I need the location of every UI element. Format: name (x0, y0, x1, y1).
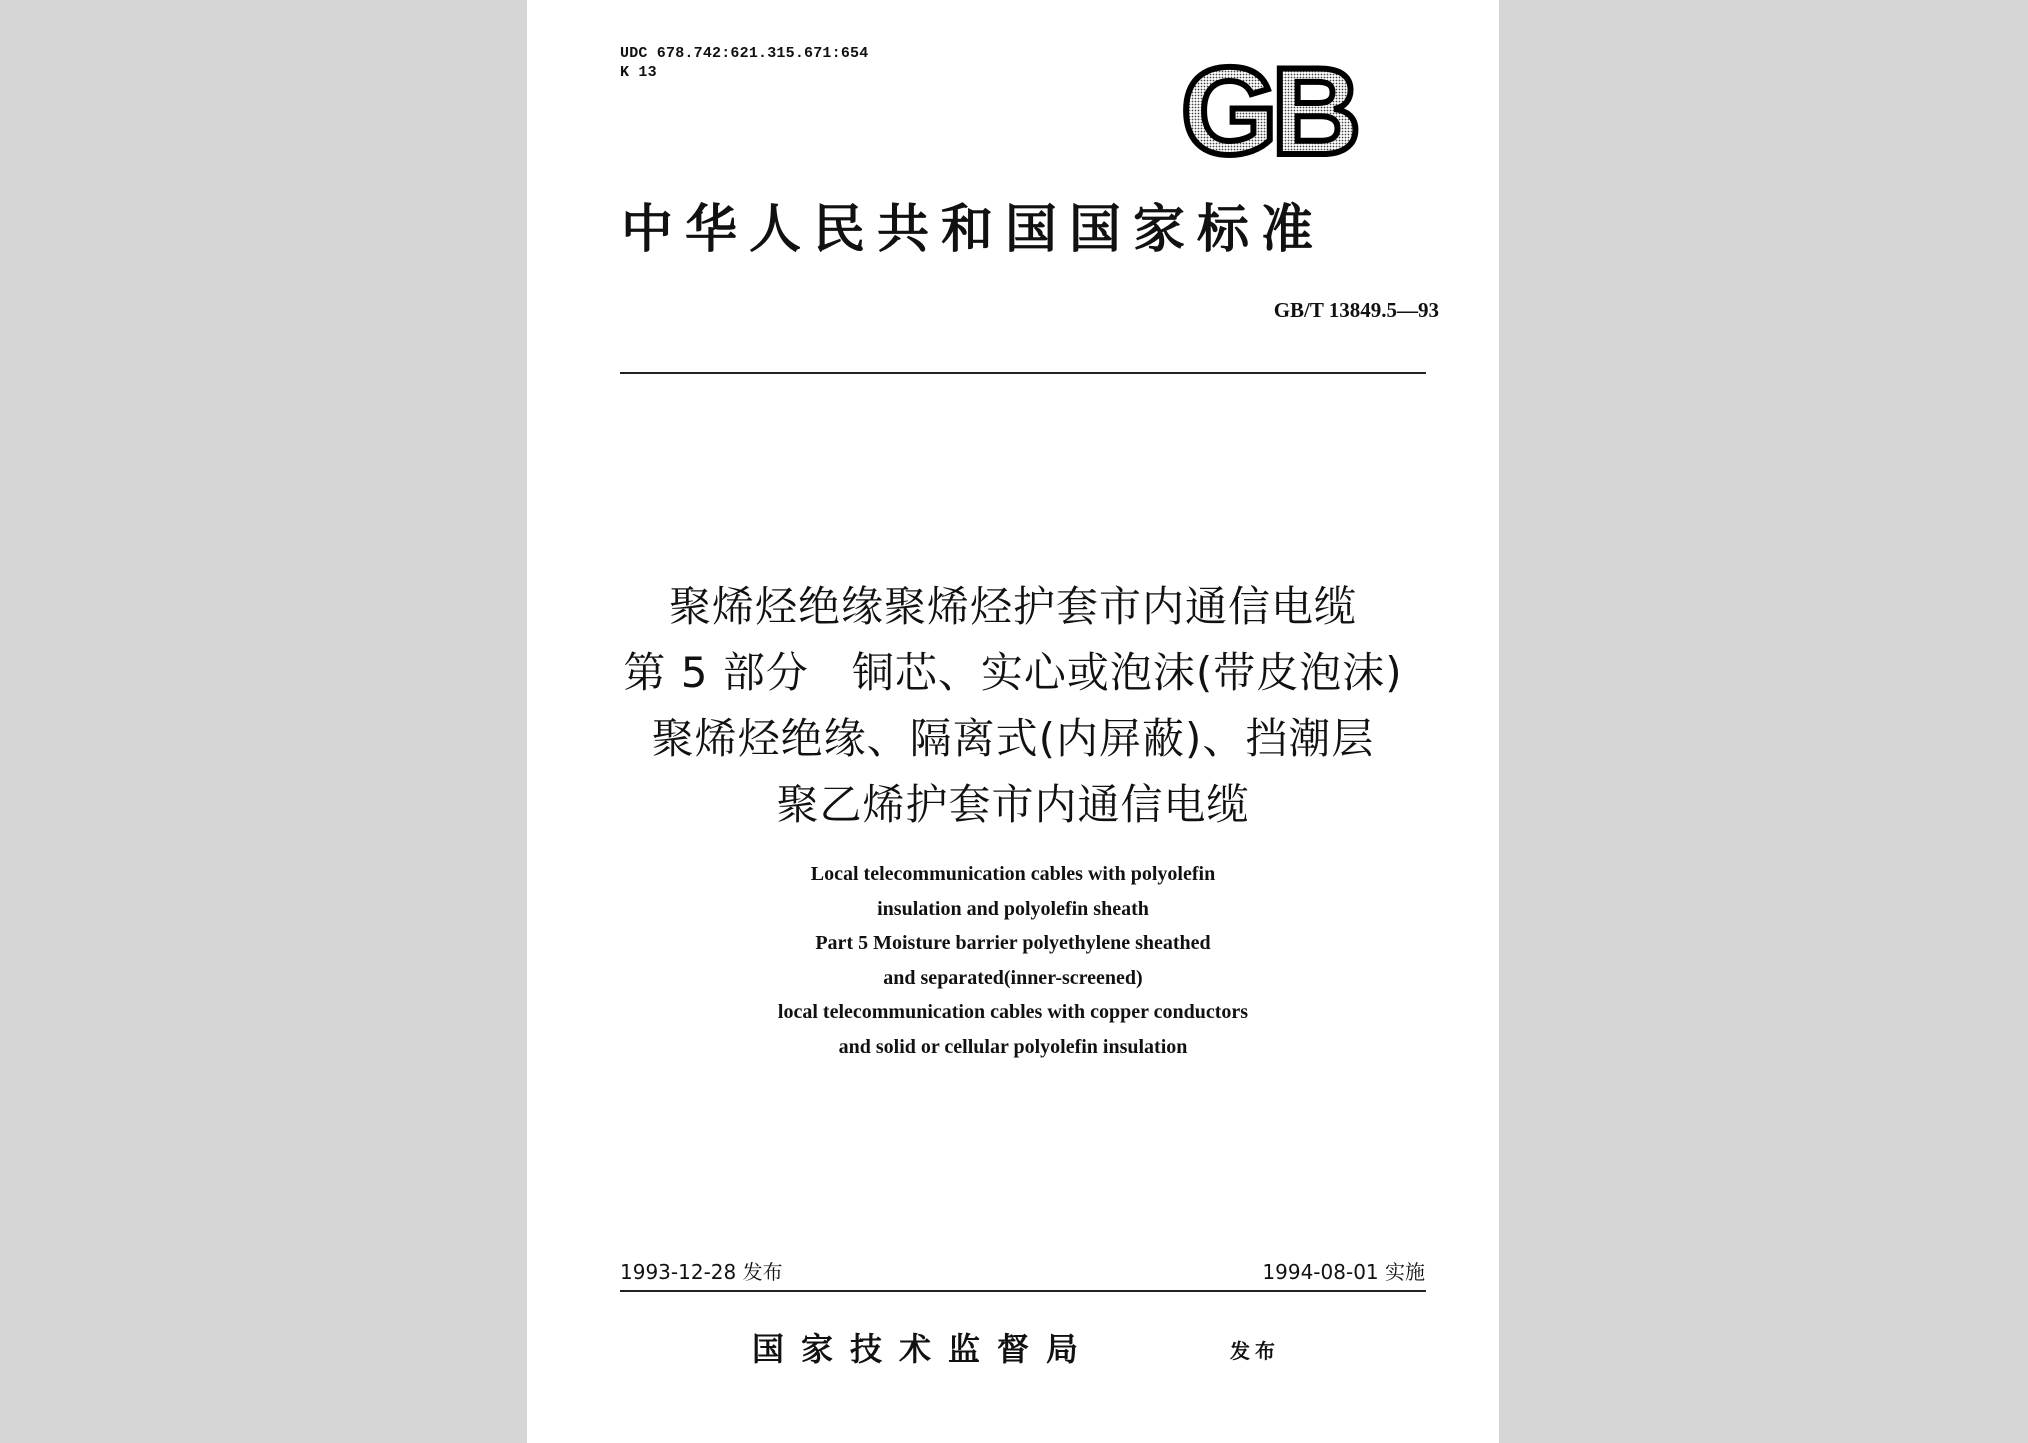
gb-logo-text: GB (1181, 58, 1355, 166)
standard-number: GB/T 13849.5—93 (1273, 298, 1439, 322)
chinese-title (567, 574, 1459, 838)
gb-logo (1176, 58, 1360, 166)
english-title-line: Part 5 Moisture barrier polyethylene sheathed (815, 932, 1211, 954)
national-standard-title: 中华人民共和国国家标准 (621, 199, 1326, 260)
footer-divider (620, 1290, 1426, 1292)
header-divider (620, 372, 1426, 374)
chinese-title-line: 聚乙烯护套市内通信电缆 (776, 780, 1250, 829)
english-title (567, 857, 1459, 1064)
classification-code: K 13 (620, 64, 657, 81)
english-title-line: Local telecommunication cables with polyolefin (810, 863, 1216, 885)
chinese-title-line: 聚烯烃绝缘、隔离式(内屏蔽)、挡潮层 (651, 714, 1375, 763)
publisher-verb: 发布 (1230, 1339, 1280, 1363)
english-title-line: and solid or cellular polyolefin insulation (838, 1035, 1188, 1058)
publisher-name: 国家技术监督局 (752, 1330, 1096, 1368)
document-page (527, 0, 1499, 1443)
issue-date: 1993-12-28 发布 (620, 1260, 783, 1284)
english-title-line: and separated(inner-screened) (883, 966, 1143, 989)
udc-block (620, 44, 868, 82)
english-title-line: local telecommunication cables with copper conductors (777, 1001, 1249, 1023)
chinese-title-line: 第 5 部分 铜芯、实心或泡沫(带皮泡沫) (623, 648, 1403, 697)
udc-code: UDC 678.742:621.315.671:654 (620, 45, 869, 62)
english-title-line: insulation and polyolefin sheath (877, 897, 1149, 920)
chinese-title-line: 聚烯烃绝缘聚烯烃护套市内通信电缆 (668, 582, 1357, 631)
implementation-date: 1994-08-01 实施 (1262, 1260, 1425, 1284)
